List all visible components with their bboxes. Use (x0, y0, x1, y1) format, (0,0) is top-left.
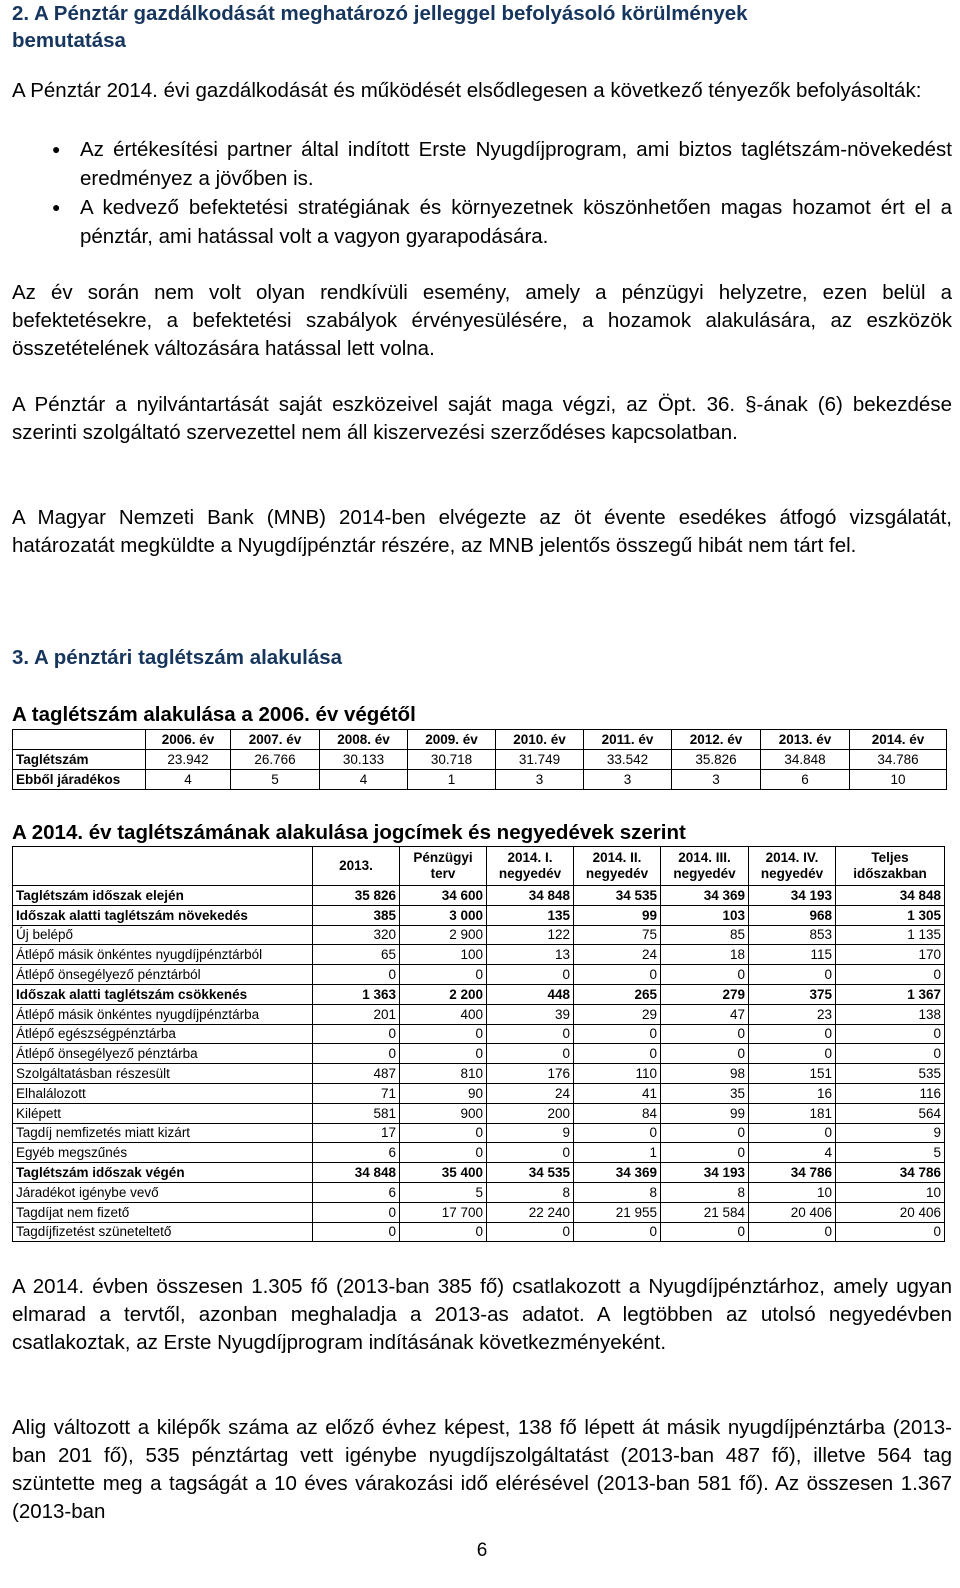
table-row (13, 1143, 945, 1163)
table-cell: 0 (749, 965, 836, 985)
column-header: 2010. év (496, 730, 584, 750)
table-cell: 1 367 (836, 984, 945, 1004)
factor-text: A kedvező befektetési stratégiának és környezetnek köszönhetően magas hozamot ért el a pénztár, ami hatással volt a vagyon gyarapodására. (80, 196, 952, 248)
table-cell: 39 (487, 1004, 574, 1024)
table-cell: 9 (487, 1123, 574, 1143)
factor-text: Az értékesítési partner által indított Erste Nyugdíjprogram, ami biztos taglétszám-növekedést eredményez a jövőben is. (80, 138, 952, 190)
table-cell: 200 (487, 1103, 574, 1123)
table-cell: 265 (574, 984, 661, 1004)
table-cell: 17 (313, 1123, 400, 1143)
column-header: 2014. év (850, 730, 947, 750)
table-cell: 34 786 (836, 1163, 945, 1183)
column-header: 2014. II. negyedév (574, 847, 661, 886)
table-cell: 3 000 (400, 905, 487, 925)
factor-list-item (12, 193, 952, 251)
row-label: Taglétszám időszak végén (13, 1163, 313, 1183)
column-header: 2014. IV. negyedév (749, 847, 836, 886)
table-cell: 75 (574, 925, 661, 945)
table-cell: 84 (574, 1103, 661, 1123)
table-cell: 1 (574, 1143, 661, 1163)
table-cell: 201 (313, 1004, 400, 1024)
table1-title: A taglétszám alakulása a 2006. év végétől (12, 703, 416, 726)
membership-quarterly-table (12, 846, 945, 1242)
table-cell: 400 (400, 1004, 487, 1024)
row-label: Átlépő önsegélyező pénztárba (13, 1044, 313, 1064)
table-cell: 810 (400, 1064, 487, 1084)
table-cell: 22 240 (487, 1202, 574, 1222)
column-header: Teljes időszakban (836, 847, 945, 886)
section-heading-line1: 2. A Pénztár gazdálkodását meghatározó jelleggel befolyásoló körülmények (12, 2, 748, 25)
table-corner-cell (13, 847, 313, 886)
column-header: 2008. év (320, 730, 408, 750)
row-label: Átlépő másik önkéntes nyugdíjpénztárból (13, 945, 313, 965)
table-cell: 0 (661, 965, 749, 985)
membership-history-table (12, 729, 947, 790)
table-cell: 35 400 (400, 1163, 487, 1183)
table-cell: 13 (487, 945, 574, 965)
table-cell: 5 (836, 1143, 945, 1163)
table-cell: 0 (836, 965, 945, 985)
table-cell: 21 584 (661, 1202, 749, 1222)
table-row (13, 1064, 945, 1084)
table-cell: 135 (487, 905, 574, 925)
table-cell: 0 (487, 1222, 574, 1242)
bullet-icon: ● (52, 199, 61, 215)
row-label: Tagdíjfizetést szüneteltető (13, 1222, 313, 1242)
table-cell: 0 (574, 1123, 661, 1143)
paragraph-records: A Pénztár a nyilvántartását saját eszközeivel saját maga végzi, az Öpt. 36. §-ának (6) bekezdése szerinti szolgáltató szervezettel nem áll kiszervezési szerződéses kapcsolatban. (12, 393, 952, 444)
table-cell: 151 (749, 1064, 836, 1084)
column-header: 2013. év (761, 730, 850, 750)
table-cell: 23.942 (146, 750, 231, 770)
table-cell: 26.766 (231, 750, 320, 770)
table-cell: 33.542 (584, 750, 672, 770)
table-cell: 581 (313, 1103, 400, 1123)
table-row (13, 925, 945, 945)
table-cell: 65 (313, 945, 400, 965)
table-row (13, 1123, 945, 1143)
table-cell: 2 900 (400, 925, 487, 945)
table-cell: 21 955 (574, 1202, 661, 1222)
column-header: 2006. év (146, 730, 231, 750)
table-cell: 0 (400, 965, 487, 985)
row-label: Szolgáltatásban részesült (13, 1064, 313, 1084)
table-cell: 3 (672, 770, 761, 790)
table-cell: 0 (836, 1222, 945, 1242)
table-cell: 375 (749, 984, 836, 1004)
table-cell: 24 (574, 945, 661, 965)
table-cell: 90 (400, 1083, 487, 1103)
table-cell: 30.133 (320, 750, 408, 770)
table-cell: 0 (487, 1024, 574, 1044)
table-row (13, 1024, 945, 1044)
table-cell: 1 (408, 770, 496, 790)
table-cell: 385 (313, 905, 400, 925)
table-cell: 18 (661, 945, 749, 965)
row-label: Egyéb megszűnés (13, 1143, 313, 1163)
table-cell: 99 (574, 905, 661, 925)
table-cell: 34 369 (574, 1163, 661, 1183)
table-cell: 1 363 (313, 984, 400, 1004)
table-cell: 34 848 (487, 886, 574, 906)
table-row (13, 1004, 945, 1024)
table-cell: 47 (661, 1004, 749, 1024)
paragraph-no-events: Az év során nem volt olyan rendkívüli esemény, amely a pénzügyi helyzetre, ezen belül a befektetésekre, a befektetési szabályok érvényesülésére, a hozamok alakulására, az eszközök összetételének változására hatással lett volna. (12, 281, 952, 360)
table-cell: 0 (313, 1202, 400, 1222)
table-header-row (13, 847, 945, 886)
table-cell: 110 (574, 1064, 661, 1084)
table-row (13, 1163, 945, 1183)
table-cell: 4 (320, 770, 408, 790)
table-cell: 0 (661, 1143, 749, 1163)
table-cell: 0 (400, 1024, 487, 1044)
table-cell: 0 (400, 1123, 487, 1143)
column-header: Pénzügyi terv (400, 847, 487, 886)
table-cell: 10 (749, 1182, 836, 1202)
table-cell: 853 (749, 925, 836, 945)
table-row (13, 905, 945, 925)
column-header: 2007. év (231, 730, 320, 750)
table-cell: 3 (584, 770, 672, 790)
column-header: 2009. év (408, 730, 496, 750)
table-cell: 30.718 (408, 750, 496, 770)
row-label: Tagdíj nemfizetés miatt kizárt (13, 1123, 313, 1143)
table-cell: 0 (313, 1222, 400, 1242)
table-cell: 0 (661, 1123, 749, 1143)
row-label: Új belépő (13, 925, 313, 945)
table-row (13, 965, 945, 985)
table-cell: 34.848 (761, 750, 850, 770)
table-cell: 116 (836, 1083, 945, 1103)
table-header-row (13, 730, 947, 750)
table-row (13, 1182, 945, 1202)
table-cell: 99 (661, 1103, 749, 1123)
table-cell: 2 200 (400, 984, 487, 1004)
table-cell: 6 (313, 1143, 400, 1163)
table-cell: 35 826 (313, 886, 400, 906)
table-cell: 34.786 (850, 750, 947, 770)
table-cell: 29 (574, 1004, 661, 1024)
table-cell: 448 (487, 984, 574, 1004)
table-cell: 34 535 (487, 1163, 574, 1183)
table-cell: 0 (574, 1222, 661, 1242)
table-cell: 6 (313, 1182, 400, 1202)
table-row (13, 945, 945, 965)
table-cell: 138 (836, 1004, 945, 1024)
row-label: Ebből járadékos (13, 770, 146, 790)
table-cell: 17 700 (400, 1202, 487, 1222)
row-label: Járadékot igénybe vevő (13, 1182, 313, 1202)
table-cell: 0 (836, 1044, 945, 1064)
table2-title: A 2014. év taglétszámának alakulása jogcímek és negyedévek szerint (12, 821, 686, 844)
table-cell: 24 (487, 1083, 574, 1103)
table-cell: 4 (749, 1143, 836, 1163)
table-cell: 115 (749, 945, 836, 965)
table-cell: 320 (313, 925, 400, 945)
table-cell: 0 (487, 965, 574, 985)
table-cell: 34 848 (836, 886, 945, 906)
table-cell: 0 (313, 1044, 400, 1064)
table-cell: 0 (661, 1024, 749, 1044)
table-body (13, 886, 945, 1242)
table-cell: 16 (749, 1083, 836, 1103)
row-label: Taglétszám időszak elején (13, 886, 313, 906)
column-header: 2014. I. negyedév (487, 847, 574, 886)
table-cell: 103 (661, 905, 749, 925)
table-cell: 0 (400, 1143, 487, 1163)
table-cell: 35.826 (672, 750, 761, 770)
table-cell: 85 (661, 925, 749, 945)
table-cell: 71 (313, 1083, 400, 1103)
table-row (13, 984, 945, 1004)
table-row (13, 750, 947, 770)
table-row (13, 1222, 945, 1242)
table-cell: 8 (661, 1182, 749, 1202)
table-cell: 176 (487, 1064, 574, 1084)
table-cell: 0 (313, 965, 400, 985)
table-cell: 279 (661, 984, 749, 1004)
table-corner-cell (13, 730, 146, 750)
page-number: 6 (476, 1540, 488, 1561)
factor-list (12, 135, 952, 251)
table-cell: 900 (400, 1103, 487, 1123)
table-cell: 20 406 (836, 1202, 945, 1222)
table-cell: 0 (836, 1024, 945, 1044)
table-cell: 10 (836, 1182, 945, 1202)
table-cell: 34 369 (661, 886, 749, 906)
table-cell: 3 (496, 770, 584, 790)
table-cell: 0 (487, 1044, 574, 1064)
table-cell: 23 (749, 1004, 836, 1024)
table-row (13, 1044, 945, 1064)
paragraph-leavers: Alig változott a kilépők száma az előző évhez képest, 138 fő lépett át másik nyugdíjpénztárba (2013-ban 201 fő), 535 pénztártag vett igénybe nyugdíjszolgáltatást (2013-ban 487 fő), illetve 564 tag szüntette meg a tagságát a 10 éves várakozási idő elérésével (2013-ban 581 fő). Az összesen 1.367 (2013-ban (12, 1416, 952, 1523)
factor-list-item (12, 135, 952, 193)
table-cell: 0 (400, 1044, 487, 1064)
row-label: Időszak alatti taglétszám csökkenés (13, 984, 313, 1004)
table-cell: 968 (749, 905, 836, 925)
table-cell: 10 (850, 770, 947, 790)
table-cell: 0 (574, 1024, 661, 1044)
table-cell: 0 (574, 965, 661, 985)
paragraph-joiners: A 2014. évben összesen 1.305 fő (2013-ban 385 fő) csatlakozott a Nyugdíjpénztárhoz, amely ugyan elmarad a tervtől, azonban meghaladja a 2013-as adatot. A legtöbben az utolsó negyedévben csatlakoztak, az Erste Nyugdíjprogram indításának következményeként. (12, 1275, 952, 1354)
table-cell: 535 (836, 1064, 945, 1084)
table-cell: 8 (487, 1182, 574, 1202)
table-cell: 0 (749, 1222, 836, 1242)
table-cell: 20 406 (749, 1202, 836, 1222)
table-cell: 34 193 (749, 886, 836, 906)
column-header: 2011. év (584, 730, 672, 750)
table-cell: 5 (400, 1182, 487, 1202)
table-row (13, 886, 945, 906)
row-label: Átlépő másik önkéntes nyugdíjpénztárba (13, 1004, 313, 1024)
table-cell: 0 (749, 1024, 836, 1044)
table-cell: 0 (487, 1143, 574, 1163)
table-row (13, 1103, 945, 1123)
column-header: 2012. év (672, 730, 761, 750)
table-cell: 1 135 (836, 925, 945, 945)
row-label: Átlépő önsegélyező pénztárból (13, 965, 313, 985)
row-label: Tagdíjat nem fizető (13, 1202, 313, 1222)
table-cell: 34 535 (574, 886, 661, 906)
table-cell: 6 (761, 770, 850, 790)
table-cell: 5 (231, 770, 320, 790)
row-label: Taglétszám (13, 750, 146, 770)
table-cell: 0 (661, 1222, 749, 1242)
table-cell: 564 (836, 1103, 945, 1123)
section-heading-line2: bemutatása (12, 29, 126, 52)
paragraph-mnb: A Magyar Nemzeti Bank (MNB) 2014-ben elvégezte az öt évente esedékes átfogó vizsgálatát, határozatát megküldte a Nyugdíjpénztár részére, az MNB jelentős összegű hibát nem tárt fel. (12, 506, 952, 557)
table-cell: 4 (146, 770, 231, 790)
table-cell: 31.749 (496, 750, 584, 770)
table-cell: 0 (574, 1044, 661, 1064)
table-cell: 34 848 (313, 1163, 400, 1183)
table-row (13, 1202, 945, 1222)
table-cell: 34 193 (661, 1163, 749, 1183)
intro-paragraph: A Pénztár 2014. évi gazdálkodását és működését elsődlegesen a következő tényezők befolyásolták: (12, 79, 922, 102)
table-cell: 487 (313, 1064, 400, 1084)
table-cell: 181 (749, 1103, 836, 1123)
table-row (13, 770, 947, 790)
table-cell: 0 (313, 1024, 400, 1044)
row-label: Kilépett (13, 1103, 313, 1123)
table-cell: 0 (749, 1044, 836, 1064)
table-cell: 0 (400, 1222, 487, 1242)
table-row (13, 1083, 945, 1103)
row-label: Elhalálozott (13, 1083, 313, 1103)
table-cell: 0 (749, 1123, 836, 1143)
table-cell: 34 600 (400, 886, 487, 906)
column-header: 2013. (313, 847, 400, 886)
table-cell: 41 (574, 1083, 661, 1103)
bullet-icon: ● (52, 141, 61, 157)
table-cell: 8 (574, 1182, 661, 1202)
table-cell: 1 305 (836, 905, 945, 925)
table-cell: 170 (836, 945, 945, 965)
section-3-heading: 3. A pénztári taglétszám alakulása (12, 646, 343, 669)
row-label: Időszak alatti taglétszám növekedés (13, 905, 313, 925)
table-cell: 98 (661, 1064, 749, 1084)
table-cell: 9 (836, 1123, 945, 1143)
table-cell: 34 786 (749, 1163, 836, 1183)
table-cell: 0 (661, 1044, 749, 1064)
column-header: 2014. III. negyedév (661, 847, 749, 886)
table-cell: 122 (487, 925, 574, 945)
table-cell: 35 (661, 1083, 749, 1103)
section-2 (12, 0, 952, 54)
row-label: Átlépő egészségpénztárba (13, 1024, 313, 1044)
table-cell: 100 (400, 945, 487, 965)
